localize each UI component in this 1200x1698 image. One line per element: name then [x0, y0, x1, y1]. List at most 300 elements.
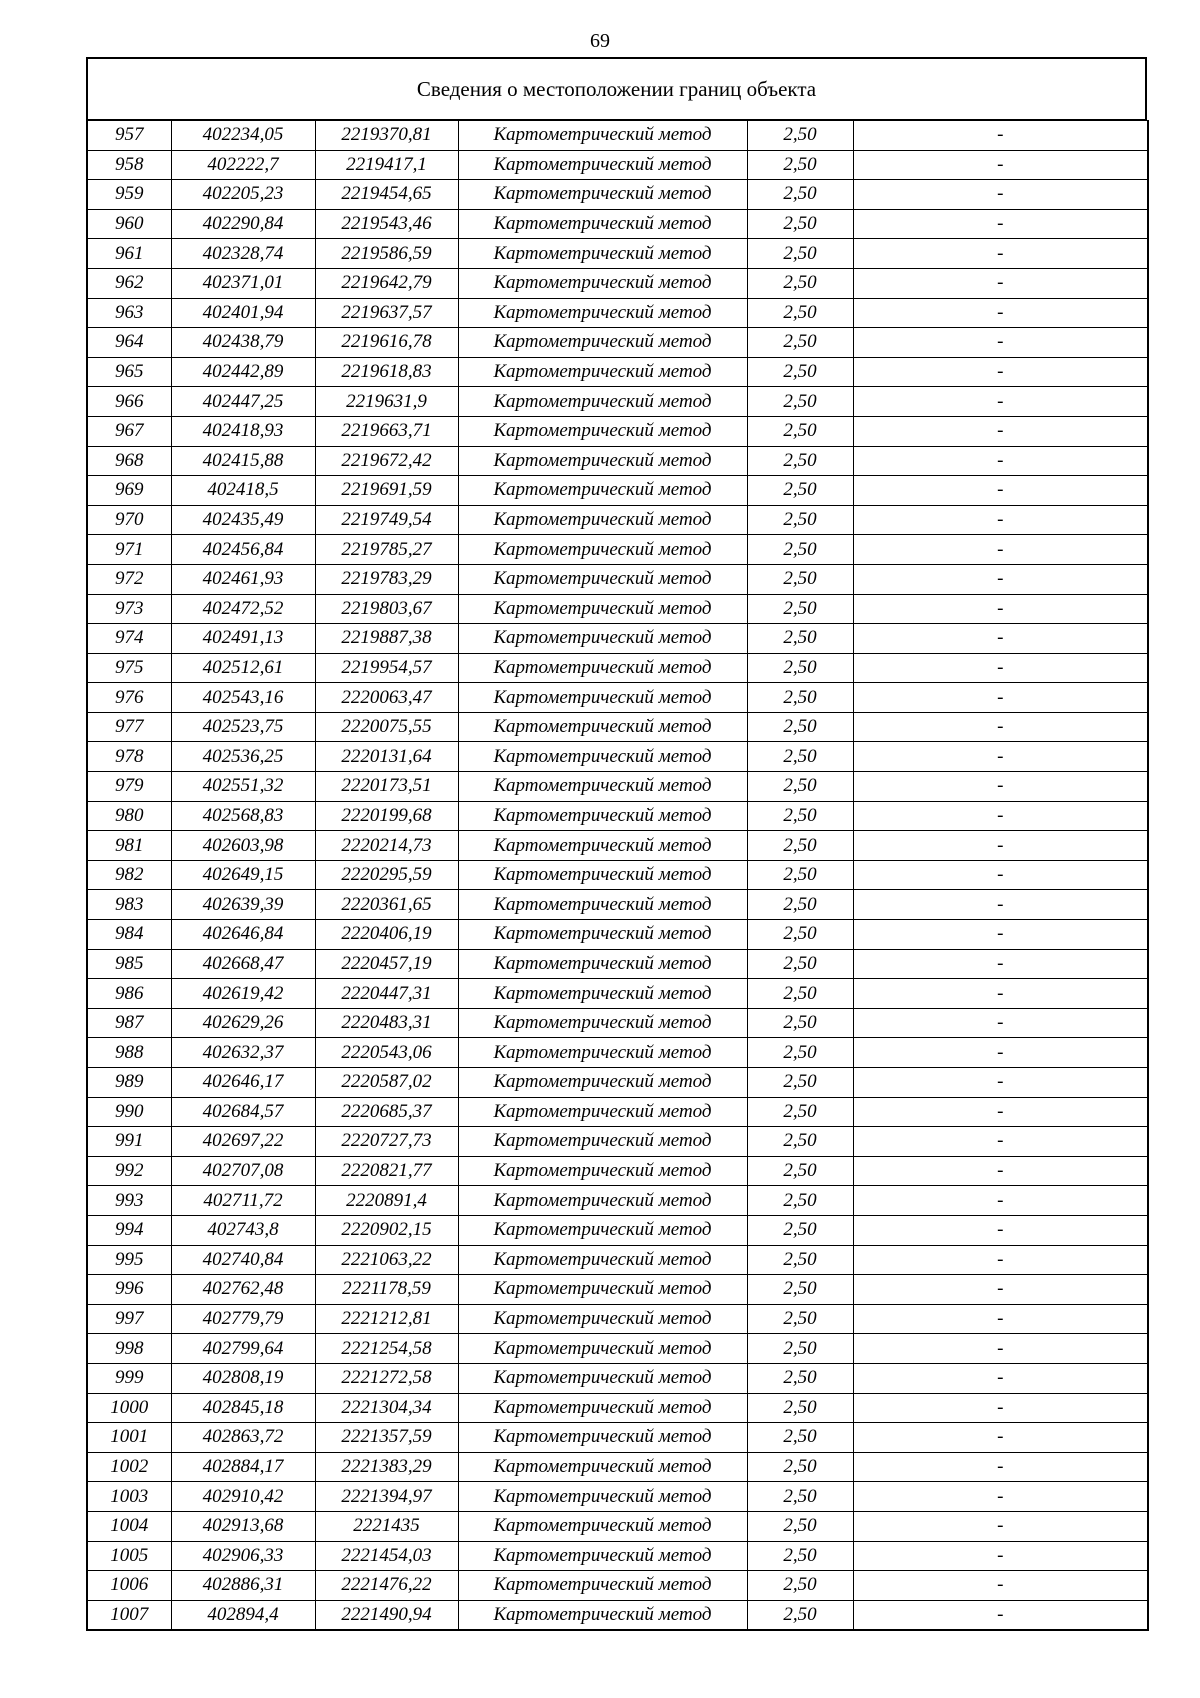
table-row — [87, 1008, 1148, 1038]
y-coordinate-cell: 2220131,64 — [315, 742, 458, 772]
x-coordinate-cell: 402808,19 — [171, 1363, 315, 1393]
table-row — [87, 624, 1148, 654]
point-number-cell: 967 — [87, 416, 171, 446]
method-cell: Картометрический метод — [458, 772, 747, 802]
accuracy-cell: 2,50 — [747, 357, 853, 387]
page-number: 69 — [590, 30, 610, 52]
accuracy-cell: 2,50 — [747, 476, 853, 506]
point-number-cell: 981 — [87, 831, 171, 861]
x-coordinate-cell: 402799,64 — [171, 1334, 315, 1364]
method-cell: Картометрический метод — [458, 683, 747, 713]
y-coordinate-cell: 2219618,83 — [315, 357, 458, 387]
accuracy-cell: 2,50 — [747, 328, 853, 358]
description-cell: - — [853, 1215, 1148, 1245]
y-coordinate-cell: 2220902,15 — [315, 1215, 458, 1245]
table-row — [87, 298, 1148, 328]
description-cell: - — [853, 1038, 1148, 1068]
description-cell: - — [853, 416, 1148, 446]
description-cell: - — [853, 476, 1148, 506]
description-cell: - — [853, 1275, 1148, 1305]
x-coordinate-cell: 402543,16 — [171, 683, 315, 713]
method-cell: Картометрический метод — [458, 298, 747, 328]
point-number-cell: 964 — [87, 328, 171, 358]
description-cell: - — [853, 1393, 1148, 1423]
table-row — [87, 446, 1148, 476]
y-coordinate-cell: 2220457,19 — [315, 949, 458, 979]
method-cell: Картометрический метод — [458, 831, 747, 861]
method-cell: Картометрический метод — [458, 1304, 747, 1334]
table-row — [87, 121, 1148, 151]
accuracy-cell: 2,50 — [747, 1186, 853, 1216]
point-number-cell: 982 — [87, 860, 171, 890]
method-cell: Картометрический метод — [458, 979, 747, 1009]
table-row — [87, 1482, 1148, 1512]
x-coordinate-cell: 402743,8 — [171, 1215, 315, 1245]
point-number-cell: 993 — [87, 1186, 171, 1216]
description-cell: - — [853, 1127, 1148, 1157]
x-coordinate-cell: 402863,72 — [171, 1423, 315, 1453]
method-cell: Картометрический метод — [458, 1571, 747, 1601]
y-coordinate-cell: 2219586,59 — [315, 239, 458, 269]
x-coordinate-cell: 402328,74 — [171, 239, 315, 269]
method-cell: Картометрический метод — [458, 180, 747, 210]
table-row — [87, 328, 1148, 358]
table-row — [87, 505, 1148, 535]
y-coordinate-cell: 2221383,29 — [315, 1452, 458, 1482]
method-cell: Картометрический метод — [458, 121, 747, 151]
x-coordinate-cell: 402711,72 — [171, 1186, 315, 1216]
description-cell: - — [853, 772, 1148, 802]
method-cell: Картометрический метод — [458, 357, 747, 387]
y-coordinate-cell: 2219616,78 — [315, 328, 458, 358]
y-coordinate-cell: 2221254,58 — [315, 1334, 458, 1364]
point-number-cell: 980 — [87, 801, 171, 831]
method-cell: Картометрический метод — [458, 624, 747, 654]
y-coordinate-cell: 2221394,97 — [315, 1482, 458, 1512]
x-coordinate-cell: 402523,75 — [171, 712, 315, 742]
table-row — [87, 209, 1148, 239]
description-cell: - — [853, 979, 1148, 1009]
table-row — [87, 1541, 1148, 1571]
point-number-cell: 977 — [87, 712, 171, 742]
table-row — [87, 1600, 1148, 1630]
point-number-cell: 978 — [87, 742, 171, 772]
y-coordinate-cell: 2220173,51 — [315, 772, 458, 802]
description-cell: - — [853, 387, 1148, 417]
x-coordinate-cell: 402551,32 — [171, 772, 315, 802]
description-cell: - — [853, 712, 1148, 742]
point-number-cell: 966 — [87, 387, 171, 417]
y-coordinate-cell: 2221304,34 — [315, 1393, 458, 1423]
coordinates-table — [86, 120, 1149, 1631]
accuracy-cell: 2,50 — [747, 1097, 853, 1127]
accuracy-cell: 2,50 — [747, 949, 853, 979]
point-number-cell: 1005 — [87, 1541, 171, 1571]
accuracy-cell: 2,50 — [747, 1245, 853, 1275]
description-cell: - — [853, 535, 1148, 565]
y-coordinate-cell: 2221357,59 — [315, 1423, 458, 1453]
y-coordinate-cell: 2219370,81 — [315, 121, 458, 151]
description-cell: - — [853, 1156, 1148, 1186]
table-row — [87, 1156, 1148, 1186]
accuracy-cell: 2,50 — [747, 920, 853, 950]
x-coordinate-cell: 402619,42 — [171, 979, 315, 1009]
method-cell: Картометрический метод — [458, 1068, 747, 1098]
y-coordinate-cell: 2220483,31 — [315, 1008, 458, 1038]
accuracy-cell: 2,50 — [747, 416, 853, 446]
accuracy-cell: 2,50 — [747, 150, 853, 180]
method-cell: Картометрический метод — [458, 653, 747, 683]
method-cell: Картометрический метод — [458, 1452, 747, 1482]
point-number-cell: 971 — [87, 535, 171, 565]
y-coordinate-cell: 2219785,27 — [315, 535, 458, 565]
point-number-cell: 1007 — [87, 1600, 171, 1630]
table-row — [87, 653, 1148, 683]
method-cell: Картометрический метод — [458, 1363, 747, 1393]
point-number-cell: 998 — [87, 1334, 171, 1364]
point-number-cell: 1001 — [87, 1423, 171, 1453]
table-row — [87, 387, 1148, 417]
accuracy-cell: 2,50 — [747, 564, 853, 594]
table-row — [87, 1038, 1148, 1068]
table-row — [87, 1511, 1148, 1541]
accuracy-cell: 2,50 — [747, 535, 853, 565]
table-row — [87, 1393, 1148, 1423]
method-cell: Картометрический метод — [458, 387, 747, 417]
point-number-cell: 1002 — [87, 1452, 171, 1482]
description-cell: - — [853, 742, 1148, 772]
point-number-cell: 969 — [87, 476, 171, 506]
accuracy-cell: 2,50 — [747, 831, 853, 861]
point-number-cell: 986 — [87, 979, 171, 1009]
table-row — [87, 831, 1148, 861]
x-coordinate-cell: 402222,7 — [171, 150, 315, 180]
point-number-cell: 984 — [87, 920, 171, 950]
x-coordinate-cell: 402884,17 — [171, 1452, 315, 1482]
x-coordinate-cell: 402536,25 — [171, 742, 315, 772]
point-number-cell: 989 — [87, 1068, 171, 1098]
y-coordinate-cell: 2220891,4 — [315, 1186, 458, 1216]
method-cell: Картометрический метод — [458, 742, 747, 772]
y-coordinate-cell: 2220063,47 — [315, 683, 458, 713]
description-cell: - — [853, 150, 1148, 180]
table-row — [87, 920, 1148, 950]
table-row — [87, 949, 1148, 979]
accuracy-cell: 2,50 — [747, 772, 853, 802]
point-number-cell: 968 — [87, 446, 171, 476]
y-coordinate-cell: 2219887,38 — [315, 624, 458, 654]
accuracy-cell: 2,50 — [747, 1423, 853, 1453]
method-cell: Картометрический метод — [458, 1008, 747, 1038]
point-number-cell: 979 — [87, 772, 171, 802]
table-row — [87, 180, 1148, 210]
x-coordinate-cell: 402646,84 — [171, 920, 315, 950]
x-coordinate-cell: 402697,22 — [171, 1127, 315, 1157]
x-coordinate-cell: 402491,13 — [171, 624, 315, 654]
y-coordinate-cell: 2219543,46 — [315, 209, 458, 239]
x-coordinate-cell: 402632,37 — [171, 1038, 315, 1068]
description-cell: - — [853, 1186, 1148, 1216]
accuracy-cell: 2,50 — [747, 1393, 853, 1423]
point-number-cell: 958 — [87, 150, 171, 180]
table-title-text: Сведения о местоположении границ объекта — [416, 76, 817, 101]
point-number-cell: 1003 — [87, 1482, 171, 1512]
method-cell: Картометрический метод — [458, 150, 747, 180]
accuracy-cell: 2,50 — [747, 505, 853, 535]
table-row — [87, 416, 1148, 446]
description-cell: - — [853, 446, 1148, 476]
x-coordinate-cell: 402401,94 — [171, 298, 315, 328]
y-coordinate-cell: 2220543,06 — [315, 1038, 458, 1068]
y-coordinate-cell: 2221212,81 — [315, 1304, 458, 1334]
x-coordinate-cell: 402906,33 — [171, 1541, 315, 1571]
point-number-cell: 962 — [87, 268, 171, 298]
x-coordinate-cell: 402639,39 — [171, 890, 315, 920]
table-row — [87, 1068, 1148, 1098]
y-coordinate-cell: 2220727,73 — [315, 1127, 458, 1157]
description-cell: - — [853, 1245, 1148, 1275]
x-coordinate-cell: 402649,15 — [171, 860, 315, 890]
y-coordinate-cell: 2220447,31 — [315, 979, 458, 1009]
accuracy-cell: 2,50 — [747, 1008, 853, 1038]
accuracy-cell: 2,50 — [747, 1482, 853, 1512]
x-coordinate-cell: 402668,47 — [171, 949, 315, 979]
table-title — [86, 57, 1147, 120]
table-row — [87, 150, 1148, 180]
table-row — [87, 712, 1148, 742]
table-row — [87, 1304, 1148, 1334]
y-coordinate-cell: 2219637,57 — [315, 298, 458, 328]
point-number-cell: 970 — [87, 505, 171, 535]
description-cell: - — [853, 1452, 1148, 1482]
table-row — [87, 1127, 1148, 1157]
x-coordinate-cell: 402568,83 — [171, 801, 315, 831]
description-cell: - — [853, 1304, 1148, 1334]
description-cell: - — [853, 1363, 1148, 1393]
table-row — [87, 1571, 1148, 1601]
description-cell: - — [853, 239, 1148, 269]
y-coordinate-cell: 2220295,59 — [315, 860, 458, 890]
description-cell: - — [853, 683, 1148, 713]
x-coordinate-cell: 402290,84 — [171, 209, 315, 239]
x-coordinate-cell: 402684,57 — [171, 1097, 315, 1127]
accuracy-cell: 2,50 — [747, 890, 853, 920]
accuracy-cell: 2,50 — [747, 121, 853, 151]
accuracy-cell: 2,50 — [747, 298, 853, 328]
accuracy-cell: 2,50 — [747, 1068, 853, 1098]
point-number-cell: 1006 — [87, 1571, 171, 1601]
table-row — [87, 1423, 1148, 1453]
point-number-cell: 990 — [87, 1097, 171, 1127]
y-coordinate-cell: 2221178,59 — [315, 1275, 458, 1305]
accuracy-cell: 2,50 — [747, 801, 853, 831]
point-number-cell: 960 — [87, 209, 171, 239]
y-coordinate-cell: 2219642,79 — [315, 268, 458, 298]
accuracy-cell: 2,50 — [747, 1363, 853, 1393]
x-coordinate-cell: 402910,42 — [171, 1482, 315, 1512]
y-coordinate-cell: 2220821,77 — [315, 1156, 458, 1186]
point-number-cell: 975 — [87, 653, 171, 683]
method-cell: Картометрический метод — [458, 1186, 747, 1216]
description-cell: - — [853, 1334, 1148, 1364]
method-cell: Картометрический метод — [458, 1334, 747, 1364]
accuracy-cell: 2,50 — [747, 979, 853, 1009]
y-coordinate-cell: 2221476,22 — [315, 1571, 458, 1601]
table-row — [87, 742, 1148, 772]
method-cell: Картометрический метод — [458, 1156, 747, 1186]
method-cell: Картометрический метод — [458, 535, 747, 565]
accuracy-cell: 2,50 — [747, 1215, 853, 1245]
y-coordinate-cell: 2219672,42 — [315, 446, 458, 476]
description-cell: - — [853, 624, 1148, 654]
accuracy-cell: 2,50 — [747, 1511, 853, 1541]
method-cell: Картометрический метод — [458, 594, 747, 624]
point-number-cell: 1004 — [87, 1511, 171, 1541]
y-coordinate-cell: 2220361,65 — [315, 890, 458, 920]
description-cell: - — [853, 594, 1148, 624]
description-cell: - — [853, 653, 1148, 683]
table-row — [87, 890, 1148, 920]
accuracy-cell: 2,50 — [747, 446, 853, 476]
table-row — [87, 1097, 1148, 1127]
accuracy-cell: 2,50 — [747, 268, 853, 298]
method-cell: Картометрический метод — [458, 239, 747, 269]
table-row — [87, 476, 1148, 506]
table-row — [87, 1363, 1148, 1393]
table-row — [87, 239, 1148, 269]
x-coordinate-cell: 402707,08 — [171, 1156, 315, 1186]
table-row — [87, 683, 1148, 713]
accuracy-cell: 2,50 — [747, 1156, 853, 1186]
table-row — [87, 535, 1148, 565]
accuracy-cell: 2,50 — [747, 683, 853, 713]
point-number-cell: 999 — [87, 1363, 171, 1393]
method-cell: Картометрический метод — [458, 1511, 747, 1541]
y-coordinate-cell: 2220587,02 — [315, 1068, 458, 1098]
y-coordinate-cell: 2219783,29 — [315, 564, 458, 594]
point-number-cell: 959 — [87, 180, 171, 210]
method-cell: Картометрический метод — [458, 1423, 747, 1453]
accuracy-cell: 2,50 — [747, 742, 853, 772]
description-cell: - — [853, 564, 1148, 594]
method-cell: Картометрический метод — [458, 1038, 747, 1068]
point-number-cell: 985 — [87, 949, 171, 979]
accuracy-cell: 2,50 — [747, 860, 853, 890]
y-coordinate-cell: 2221435 — [315, 1511, 458, 1541]
table-row — [87, 860, 1148, 890]
method-cell: Картометрический метод — [458, 1097, 747, 1127]
table-row — [87, 1245, 1148, 1275]
method-cell: Картометрический метод — [458, 416, 747, 446]
description-cell: - — [853, 209, 1148, 239]
table-row — [87, 801, 1148, 831]
accuracy-cell: 2,50 — [747, 1541, 853, 1571]
y-coordinate-cell: 2219631,9 — [315, 387, 458, 417]
table-row — [87, 1186, 1148, 1216]
method-cell: Картометрический метод — [458, 1127, 747, 1157]
description-cell: - — [853, 1511, 1148, 1541]
x-coordinate-cell: 402603,98 — [171, 831, 315, 861]
point-number-cell: 973 — [87, 594, 171, 624]
description-cell: - — [853, 1571, 1148, 1601]
accuracy-cell: 2,50 — [747, 1304, 853, 1334]
method-cell: Картометрический метод — [458, 712, 747, 742]
method-cell: Картометрический метод — [458, 446, 747, 476]
description-cell: - — [853, 505, 1148, 535]
description-cell: - — [853, 801, 1148, 831]
method-cell: Картометрический метод — [458, 476, 747, 506]
description-cell: - — [853, 920, 1148, 950]
point-number-cell: 976 — [87, 683, 171, 713]
description-cell: - — [853, 860, 1148, 890]
table-row — [87, 357, 1148, 387]
description-cell: - — [853, 1482, 1148, 1512]
description-cell: - — [853, 180, 1148, 210]
method-cell: Картометрический метод — [458, 1482, 747, 1512]
accuracy-cell: 2,50 — [747, 180, 853, 210]
table-row — [87, 1215, 1148, 1245]
method-cell: Картометрический метод — [458, 1275, 747, 1305]
x-coordinate-cell: 402845,18 — [171, 1393, 315, 1423]
point-number-cell: 994 — [87, 1215, 171, 1245]
accuracy-cell: 2,50 — [747, 387, 853, 417]
method-cell: Картометрический метод — [458, 1393, 747, 1423]
description-cell: - — [853, 121, 1148, 151]
y-coordinate-cell: 2220406,19 — [315, 920, 458, 950]
x-coordinate-cell: 402438,79 — [171, 328, 315, 358]
method-cell: Картометрический метод — [458, 860, 747, 890]
description-cell: - — [853, 298, 1148, 328]
x-coordinate-cell: 402371,01 — [171, 268, 315, 298]
table-row — [87, 564, 1148, 594]
x-coordinate-cell: 402418,93 — [171, 416, 315, 446]
x-coordinate-cell: 402418,5 — [171, 476, 315, 506]
point-number-cell: 991 — [87, 1127, 171, 1157]
table-row — [87, 1452, 1148, 1482]
accuracy-cell: 2,50 — [747, 1600, 853, 1630]
description-cell: - — [853, 1097, 1148, 1127]
x-coordinate-cell: 402913,68 — [171, 1511, 315, 1541]
accuracy-cell: 2,50 — [747, 1452, 853, 1482]
x-coordinate-cell: 402886,31 — [171, 1571, 315, 1601]
y-coordinate-cell: 2221454,03 — [315, 1541, 458, 1571]
description-cell: - — [853, 890, 1148, 920]
point-number-cell: 972 — [87, 564, 171, 594]
description-cell: - — [853, 1068, 1148, 1098]
point-number-cell: 995 — [87, 1245, 171, 1275]
x-coordinate-cell: 402762,48 — [171, 1275, 315, 1305]
y-coordinate-cell: 2219803,67 — [315, 594, 458, 624]
x-coordinate-cell: 402779,79 — [171, 1304, 315, 1334]
x-coordinate-cell: 402456,84 — [171, 535, 315, 565]
accuracy-cell: 2,50 — [747, 1334, 853, 1364]
accuracy-cell: 2,50 — [747, 209, 853, 239]
table-row — [87, 979, 1148, 1009]
y-coordinate-cell: 2219417,1 — [315, 150, 458, 180]
accuracy-cell: 2,50 — [747, 594, 853, 624]
point-number-cell: 992 — [87, 1156, 171, 1186]
method-cell: Картометрический метод — [458, 1215, 747, 1245]
point-number-cell: 988 — [87, 1038, 171, 1068]
y-coordinate-cell: 2220199,68 — [315, 801, 458, 831]
point-number-cell: 983 — [87, 890, 171, 920]
method-cell: Картометрический метод — [458, 949, 747, 979]
method-cell: Картометрический метод — [458, 1541, 747, 1571]
description-cell: - — [853, 268, 1148, 298]
table-row — [87, 268, 1148, 298]
table-row — [87, 772, 1148, 802]
x-coordinate-cell: 402442,89 — [171, 357, 315, 387]
